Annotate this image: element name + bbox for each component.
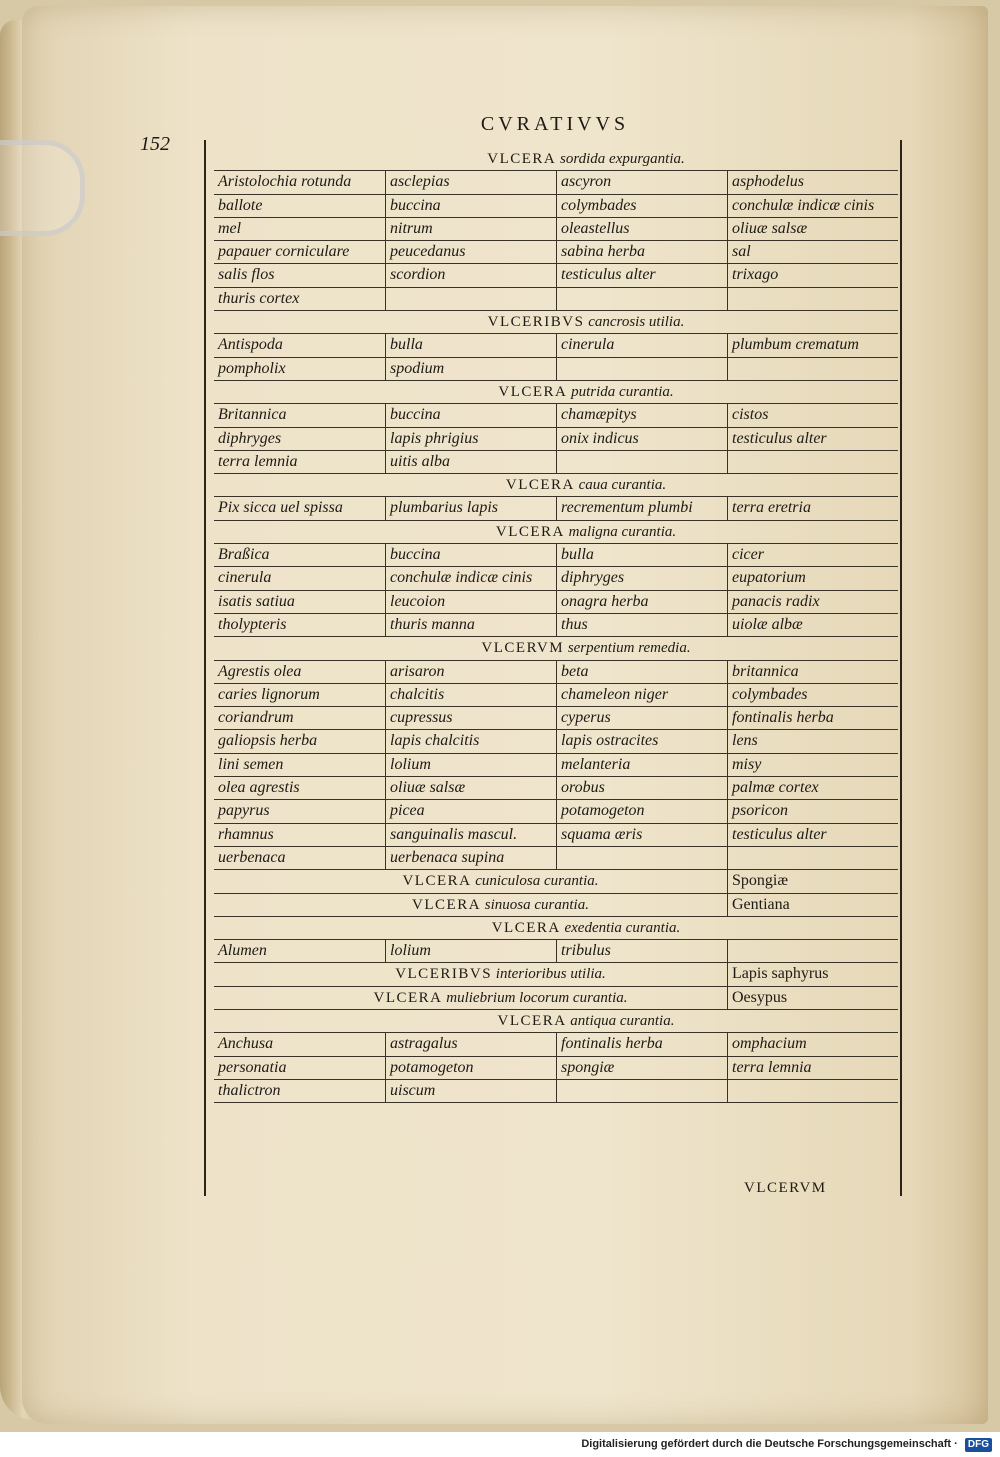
remedy-cell: buccina — [385, 195, 556, 217]
remedy-cell: misy — [727, 754, 898, 776]
remedy-cell: plumbarius lapis — [385, 497, 556, 519]
remedies-table — [214, 148, 898, 1103]
remedy-cell: beta — [556, 661, 727, 683]
remedy-cell: onix indicus — [556, 428, 727, 450]
remedy-cell: uiolæ albæ — [727, 614, 898, 636]
catchword: VLCERVM — [744, 1180, 827, 1196]
remedy-cell: plumbum crematum — [727, 334, 898, 356]
remedy-cell: britannica — [727, 661, 898, 683]
remedy-cell: terra lemnia — [218, 452, 298, 470]
remedy-cell: thalictron — [218, 1081, 281, 1099]
table-row — [214, 334, 898, 357]
remedy-cell: lolium — [385, 754, 556, 776]
remedy-cell: psoricon — [727, 800, 898, 822]
remedy-cell: chalcitis — [385, 684, 556, 706]
remedy-cell: oleastellus — [556, 218, 727, 240]
remedy-cell: sabina herba — [556, 241, 727, 263]
remedy-cell: isatis satiua — [218, 592, 295, 610]
section-heading-text: serpentium remedia. — [567, 640, 691, 657]
section-heading-text: exedentia curantia. — [564, 919, 681, 936]
remedy-cell: pompholix — [218, 359, 286, 377]
remedy-cell — [727, 288, 898, 310]
remedy-cell: eupatorium — [727, 567, 898, 589]
table-row — [214, 847, 898, 870]
remedy-cell: recrementum plumbi — [556, 497, 727, 519]
remedy-cell: oliuæ salsæ — [385, 777, 556, 799]
section-heading-caps: VLCERA — [487, 151, 557, 167]
remedy-cell: terra eretria — [727, 497, 898, 519]
remedy-cell — [556, 288, 727, 310]
remedy-cell: peucedanus — [385, 241, 556, 263]
section-heading — [214, 311, 898, 334]
section-side-remedy: Oesypus — [727, 987, 898, 1009]
section-heading-caps: VLCERIBVS — [395, 966, 493, 983]
remedy-cell: cicer — [727, 544, 898, 566]
remedy-cell: panacis radix — [727, 591, 898, 613]
remedy-cell: trixago — [727, 264, 898, 286]
remedy-cell: spongiæ — [556, 1057, 727, 1079]
remedy-cell: onagra herba — [556, 591, 727, 613]
section-heading-text: caua curantia. — [578, 477, 667, 494]
section-heading-caps: VLCERA — [373, 989, 443, 1006]
remedy-cell: uiscum — [385, 1080, 556, 1102]
remedy-cell: diphryges — [556, 567, 727, 589]
running-head: CVRATIVVS — [480, 113, 630, 135]
remedy-cell: lapis phrigius — [385, 428, 556, 450]
section-heading-text: muliebrium locorum curantia. — [446, 989, 628, 1006]
remedy-cell — [556, 451, 727, 473]
table-row — [214, 1057, 898, 1080]
table-row — [214, 497, 898, 520]
section-heading-text: cancrosis utilia. — [588, 314, 685, 331]
remedy-cell: olea agrestis — [218, 779, 300, 797]
section-heading — [214, 894, 898, 917]
footer-text: Digitalisierung gefördert durch die Deutsche Forschungsgemeinschaft · — [581, 1438, 958, 1450]
paper-clip — [0, 140, 85, 236]
remedy-cell: cupressus — [385, 707, 556, 729]
table-row — [214, 404, 898, 427]
remedy-cell: lens — [727, 730, 898, 752]
section-heading — [214, 521, 898, 544]
table-row — [214, 358, 898, 381]
section-heading-text: cuniculosa curantia. — [475, 873, 599, 890]
section-heading-caps: VLCERA — [497, 1012, 567, 1029]
remedy-cell: chamæpitys — [556, 404, 727, 426]
remedy-cell: lapis chalcitis — [385, 730, 556, 752]
remedy-cell: papyrus — [218, 802, 270, 820]
remedy-cell: cinerula — [556, 334, 727, 356]
remedy-cell: uitis alba — [385, 451, 556, 473]
remedy-cell: thuris cortex — [218, 289, 300, 307]
table-row — [214, 684, 898, 707]
section-heading-text: sordida expurgantia. — [560, 151, 685, 167]
remedy-cell: buccina — [385, 544, 556, 566]
table-row — [214, 171, 898, 194]
section-heading-caps: VLCERIBVS — [487, 314, 585, 331]
remedy-cell: testiculus alter — [727, 428, 898, 450]
remedy-cell: uerbenaca supina — [385, 847, 556, 869]
table-row — [214, 428, 898, 451]
table-row — [214, 661, 898, 684]
section-heading-text: putrida curantia. — [571, 383, 674, 400]
remedy-cell: potamogeton — [385, 1057, 556, 1079]
remedy-cell: oliuæ salsæ — [727, 218, 898, 240]
remedy-cell: conchulæ indicæ cinis — [385, 567, 556, 589]
section-heading-caps: VLCERA — [491, 919, 561, 936]
section-heading-text: maligna curantia. — [568, 523, 677, 540]
section-heading — [214, 637, 898, 660]
remedy-cell: uerbenaca — [218, 848, 286, 866]
table-row — [214, 754, 898, 777]
remedy-cell: Agrestis olea — [218, 662, 302, 680]
remedy-cell: melanteria — [556, 754, 727, 776]
section-side-remedy: Spongiæ — [727, 870, 898, 892]
remedy-cell — [727, 451, 898, 473]
remedy-cell: Britannica — [218, 406, 287, 424]
section-heading-caps: VLCERA — [505, 477, 575, 494]
table-row — [214, 940, 898, 963]
section-heading — [214, 1010, 898, 1033]
remedy-cell: asclepias — [385, 171, 556, 193]
remedy-cell: conchulæ indicæ cinis — [727, 195, 898, 217]
remedy-cell: Pix sicca uel spissa — [218, 499, 343, 517]
remedy-cell — [727, 940, 898, 962]
remedy-cell: rhamnus — [218, 825, 274, 843]
remedy-cell: leucoion — [385, 591, 556, 613]
remedy-cell: arisaron — [385, 661, 556, 683]
section-heading-caps: VLCERA — [412, 896, 482, 913]
table-row — [214, 707, 898, 730]
remedy-cell: buccina — [385, 404, 556, 426]
section-heading — [214, 917, 898, 940]
section-heading — [214, 963, 898, 986]
remedy-cell: chameleon niger — [556, 684, 727, 706]
section-heading-caps: VLCERA — [498, 383, 568, 400]
table-row — [214, 544, 898, 567]
table-row — [214, 451, 898, 474]
remedy-cell: orobus — [556, 777, 727, 799]
remedy-cell: tholypteris — [218, 615, 287, 633]
section-heading — [214, 148, 898, 171]
remedy-cell: cyperus — [556, 707, 727, 729]
table-row — [214, 195, 898, 218]
remedy-cell: terra lemnia — [727, 1057, 898, 1079]
table-row — [214, 730, 898, 753]
remedy-cell: personatia — [218, 1058, 287, 1076]
remedy-cell: Braßica — [218, 546, 270, 564]
remedy-cell: testiculus alter — [727, 824, 898, 846]
remedy-cell: fontinalis herba — [727, 707, 898, 729]
remedy-cell: caries lignorum — [218, 685, 320, 703]
table-row — [214, 777, 898, 800]
remedy-cell: cistos — [727, 404, 898, 426]
remedy-cell: squama æris — [556, 824, 727, 846]
remedy-cell: thus — [556, 614, 727, 636]
remedy-cell: bulla — [556, 544, 727, 566]
remedy-cell: mel — [218, 219, 242, 237]
section-heading — [214, 987, 898, 1010]
table-row — [214, 1080, 898, 1103]
remedy-cell: salis flos — [218, 266, 275, 284]
remedy-cell: ballote — [218, 196, 263, 214]
remedy-cell: bulla — [385, 334, 556, 356]
remedy-cell: omphacium — [727, 1033, 898, 1055]
remedy-cell: astragalus — [385, 1033, 556, 1055]
section-heading — [214, 870, 898, 893]
remedy-cell: colymbades — [727, 684, 898, 706]
remedy-cell: potamogeton — [556, 800, 727, 822]
remedy-cell: cinerula — [218, 569, 272, 587]
remedy-cell: scordion — [385, 264, 556, 286]
table-row — [214, 591, 898, 614]
remedy-cell — [727, 847, 898, 869]
table-row — [214, 824, 898, 847]
remedy-cell: sal — [727, 241, 898, 263]
remedy-cell: sanguinalis mascul. — [385, 824, 556, 846]
remedy-cell: lolium — [385, 940, 556, 962]
remedy-cell: testiculus alter — [556, 264, 727, 286]
section-side-remedy: Lapis saphyrus — [727, 963, 898, 985]
remedy-cell: asphodelus — [727, 171, 898, 193]
table-row — [214, 241, 898, 264]
remedy-cell: thuris manna — [385, 614, 556, 636]
remedy-cell — [556, 1080, 727, 1102]
remedy-cell: palmæ cortex — [727, 777, 898, 799]
page-number: 152 — [140, 133, 170, 155]
table-row — [214, 1033, 898, 1056]
remedy-cell: colymbades — [556, 195, 727, 217]
remedy-cell: Alumen — [218, 942, 267, 960]
table-row — [214, 614, 898, 637]
remedy-cell: galiopsis herba — [218, 732, 318, 750]
remedy-cell: Aristolochia rotunda — [218, 173, 352, 191]
remedy-cell: Antispoda — [218, 336, 283, 354]
remedy-cell: fontinalis herba — [556, 1033, 727, 1055]
table-row — [214, 800, 898, 823]
remedy-cell: lapis ostracites — [556, 730, 727, 752]
digitization-footer — [0, 1432, 1000, 1457]
table-row — [214, 567, 898, 590]
section-heading-caps: VLCERA — [495, 523, 565, 540]
section-heading-caps: VLCERVM — [481, 640, 565, 657]
section-heading-text: sinuosa curantia. — [484, 896, 589, 913]
dfg-logo: DFG — [965, 1438, 992, 1452]
section-heading — [214, 381, 898, 404]
remedy-cell: Anchusa — [218, 1035, 274, 1053]
section-heading-text: antiqua curantia. — [570, 1012, 675, 1029]
remedy-cell: diphryges — [218, 429, 282, 447]
table-row — [214, 288, 898, 311]
remedy-cell: lini semen — [218, 755, 284, 773]
remedy-cell: tribulus — [556, 940, 727, 962]
remedy-cell — [385, 288, 556, 310]
table-row — [214, 218, 898, 241]
remedy-cell — [556, 358, 727, 380]
remedy-cell: ascyron — [556, 171, 727, 193]
remedy-cell — [727, 1080, 898, 1102]
remedy-cell: spodium — [385, 358, 556, 380]
section-side-remedy: Gentiana — [727, 894, 898, 916]
remedy-cell — [556, 847, 727, 869]
section-heading-text: interioribus utilia. — [495, 966, 606, 983]
section-heading — [214, 474, 898, 497]
section-heading-caps: VLCERA — [402, 873, 472, 890]
table-row — [214, 264, 898, 287]
remedy-cell: coriandrum — [218, 709, 294, 727]
remedy-cell: papauer corniculare — [218, 243, 350, 261]
remedy-cell: nitrum — [385, 218, 556, 240]
remedy-cell: picea — [385, 800, 556, 822]
remedy-cell — [727, 358, 898, 380]
